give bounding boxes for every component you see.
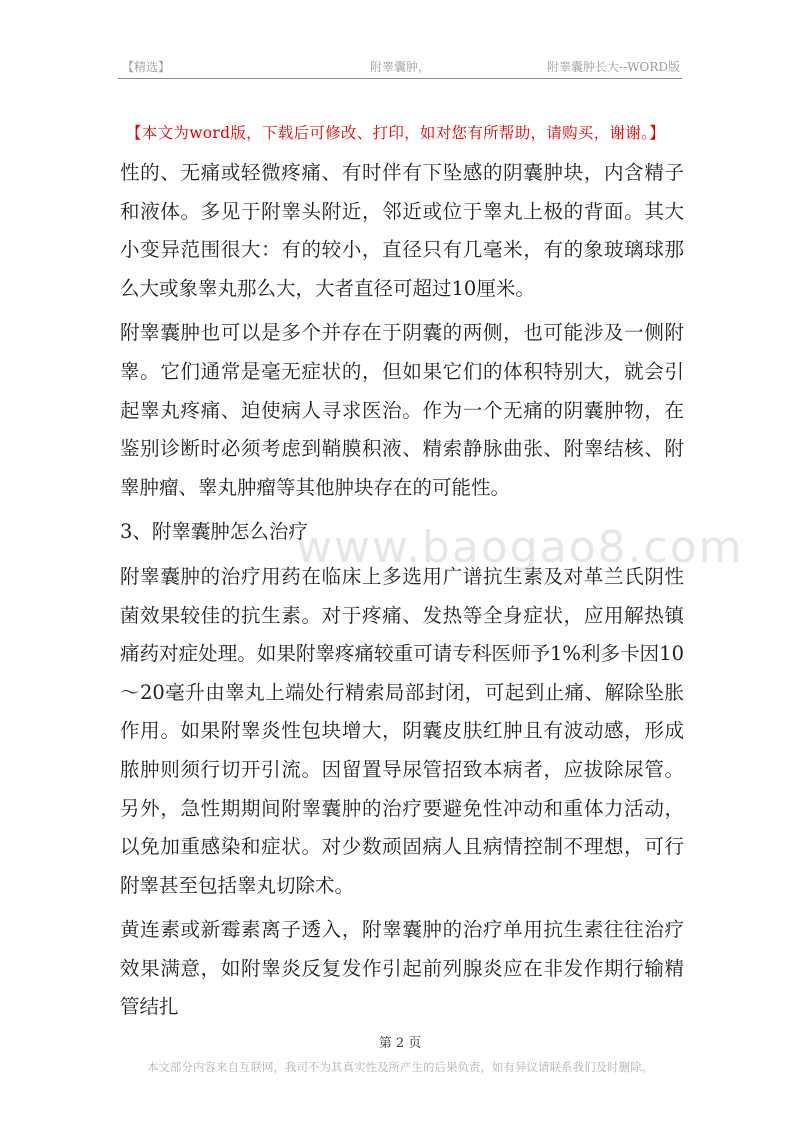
header-title: 附睾囊肿， [370,60,431,74]
section-heading: 3、附睾囊肿怎么治疗 [120,520,308,544]
header-right-label: 附睾囊肿长大--WORD版 [547,60,680,74]
paragraph: 附睾囊肿也可以是多个并存在于阴囊的两侧，也可能涉及一侧附睾。它们通常是毫无症状的，但如果它们的体积特别大，就会引起睾丸疼痛、迫使病人寻求医治。作为一个无痛的阴囊肿物，在鉴别诊断时必须考虑到鞘膜积液、精索静脉曲张、附睾结核、附睾肿瘤、睾丸肿瘤等其他肿块存在的可能性。 [120,321,684,499]
paragraph: 附睾囊肿的治疗用药在临床上多选用广谱抗生素及对革兰氏阴性菌效果较佳的抗生素。对于疼痛、发热等全身症状，应用解热镇痛药对症处理。如果附睾疼痛较重可请专科医师予1%利多卡因10～20毫升由睾丸上端处行精索局部封闭，可起到止痛、解除坠胀作用。如果附睾炎性包块增大，阴囊皮肤红肿且有波动感，形成脓肿则须行切开引流。因留置导尿管招致本病者，应拔除尿管。另外，急性期期间附睾囊肿的治疗要避免性冲动和重体力活动，以免加重感染和症状。对少数顽固病人且病情控制不理想，可行附睾甚至包括睾丸切除术。 [120,564,684,897]
document-body [120,154,684,1033]
purchase-notice: 【本文为word版，下载后可修改、打印，如对您有所帮助，请购买，谢谢。】 [126,124,665,142]
page-header [118,56,682,79]
paragraph: 性的、无痛或轻微疼痛、有时伴有下坠感的阴囊肿块，内含精子和液体。多见于附睾头附近，邻近或位于睾丸上极的背面。其大小变异范围很大：有的较小，直径只有几毫米，有的象玻璃球那么大或象睾丸那么大，大者直径可超过10厘米。 [120,161,684,300]
header-left-label: 【精选】 [122,60,171,74]
page-number: 第 2 页 [378,1036,422,1051]
footer-disclaimer: 本文部分内容来自互联网，我司不为其真实性及所产生的后果负责，如有异议请联系我们及时删除。 [147,1060,653,1074]
paragraph: 黄连素或新霉素离子透入，附睾囊肿的治疗单用抗生素往往治疗效果满意，如附睾炎反复发作引起前列腺炎应在非发作期行输精管结扎 [120,918,684,1019]
watermark-text: www.baogao8.com [296,522,744,573]
